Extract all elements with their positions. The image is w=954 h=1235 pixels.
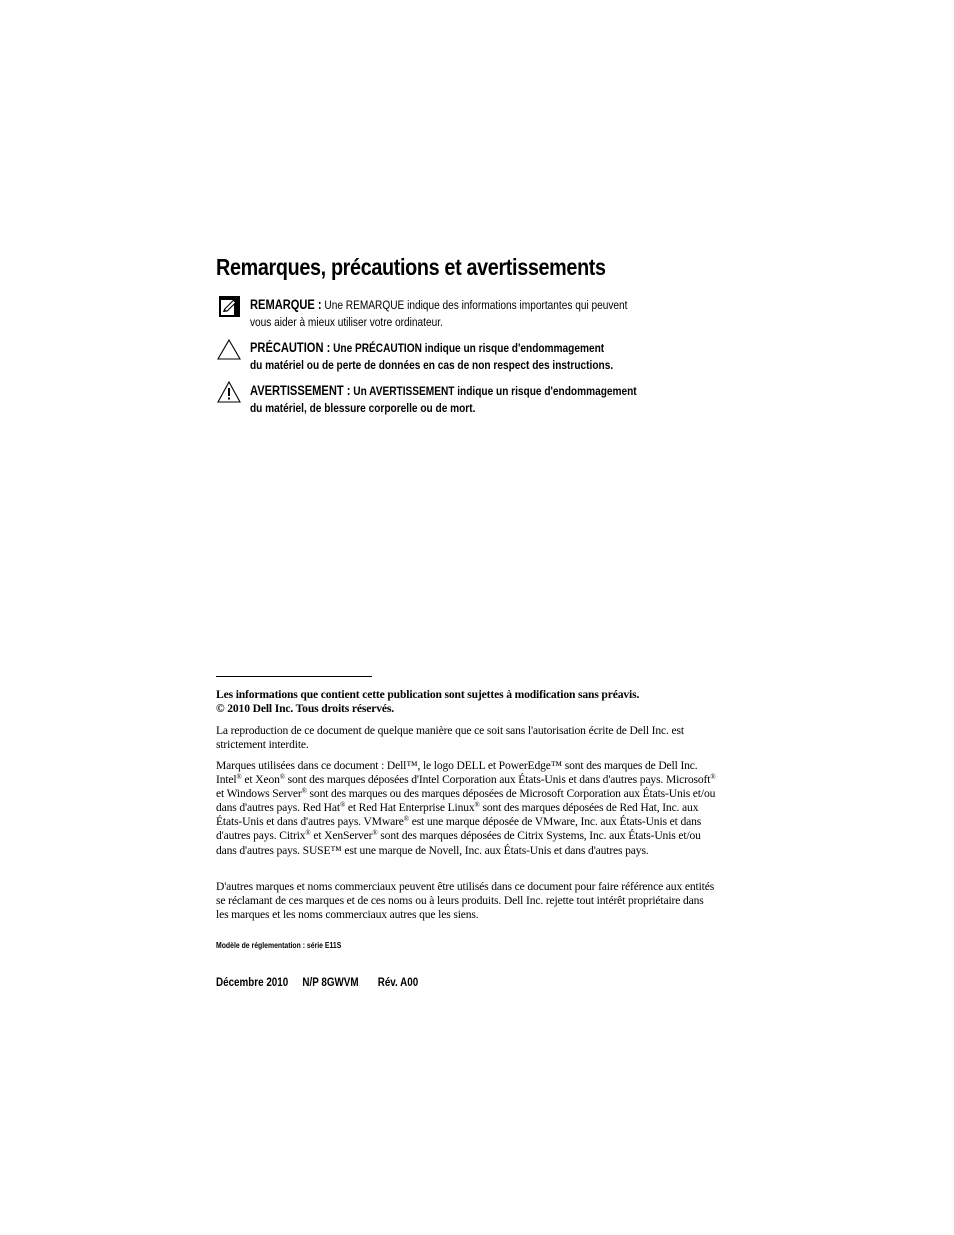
copyright-line: © 2010 Dell Inc. Tous droits réservés. [216,702,394,716]
warning-exclamation-icon [217,381,241,403]
note-text-line1: Une REMARQUE indique des informations importantes qui peuvent [321,298,628,312]
caution-notice [250,339,613,374]
document-footer [216,975,418,989]
warning-text-line1: Un AVERTISSEMENT indique un risque d'endommagement [350,384,637,398]
footer-revision: Rév. A00 [377,975,419,989]
caution-triangle-icon [217,339,241,360]
reproduction-paragraph: La reproduction de ce document de quelque manière que ce soit sans l'autorisation écrite de Dell Inc. est strictement interdite. [216,724,684,752]
note-text-line2: vous aider à mieux utiliser votre ordinateur. [250,315,443,329]
separator-rule [216,676,372,677]
info-notice-line1: Les informations que contient cette publication sont sujettes à modification sans préavis. [216,688,640,701]
caution-label: PRÉCAUTION : [250,340,331,355]
footer-date: Décembre 2010 [216,975,289,989]
caution-text-line1: Une PRÉCAUTION indique un risque d'endommagement [330,341,605,355]
trademarks-paragraph: Marques utilisées dans ce document : Dell™, le logo DELL et PowerEdge™ sont des marques de Dell Inc. Intel® et Xeon® sont des marques déposées d'Intel Corporation aux États-Unis et dans d'autres pays. Microsoft® et Windows Server® sont des marques ou des marques déposées de Microsoft Corporation aux États-Unis et/ou dans d'autres pays. Red Hat® et Red Hat Enterprise Linux® sont des marques déposées de Red Hat, Inc. aux États-Unis et dans d'autres pays. VMware® est une marque déposée de VMware, Inc. aux États-Unis et dans d'autres pays. Citrix® et XenServer® sont des marques déposées de Citrix Systems, Inc. aux États-Unis et/ou dans d'autres pays. SUSE™ est une marque de Novell, Inc. aux États-Unis et dans d'autres pays. [216,759,716,857]
note-pencil-icon [219,296,240,317]
warning-notice [250,382,637,417]
info-notice [216,688,716,716]
page-title: Remarques, précautions et avertissements [216,254,606,280]
note-notice [250,296,628,331]
note-label: REMARQUE : [250,297,322,312]
footer-part-number: N/P 8GWVM [302,975,359,989]
caution-text-line2: du matériel ou de perte de données en cas de non respect des instructions. [250,358,614,372]
warning-text-line2: du matériel, de blessure corporelle ou de mort. [250,401,476,415]
warning-label: AVERTISSEMENT : [250,383,351,398]
other-marks-paragraph: D'autres marques et noms commerciaux peuvent être utilisés dans ce document pour faire référence aux entités se réclamant de ces marques et de ces noms ou à leurs produits. Dell Inc. rejette tout intérêt propriétaire dans les marques et les noms commerciaux autres que les siens. [216,880,715,922]
regulatory-model: Modèle de réglementation : série E11S [216,940,342,950]
